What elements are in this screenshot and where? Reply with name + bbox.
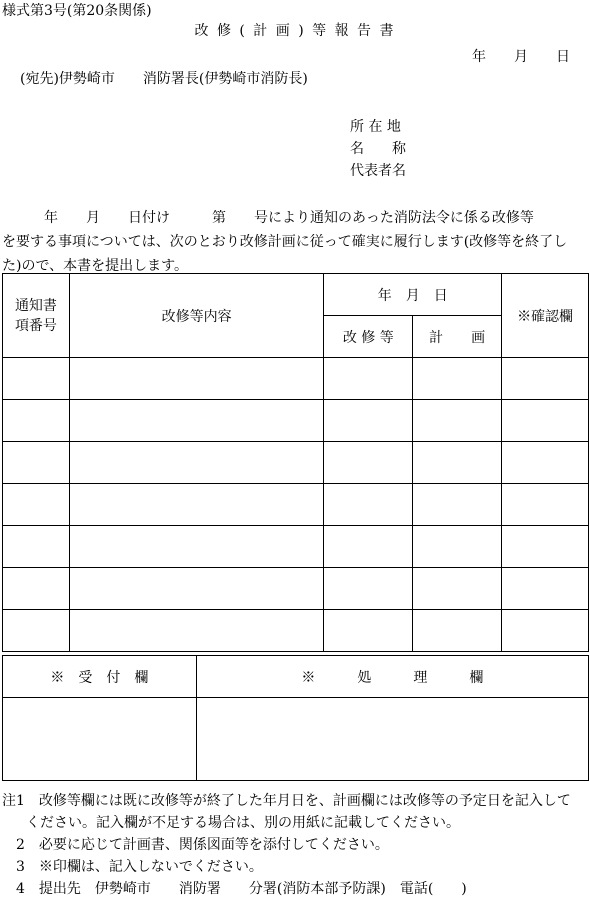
cell-content[interactable]: [69, 484, 324, 526]
header-plan: 計 画: [413, 316, 502, 358]
cell-notice-number[interactable]: [3, 358, 70, 400]
cell-notice-number[interactable]: [3, 442, 70, 484]
cell-content[interactable]: [69, 526, 324, 568]
table-row: [3, 400, 589, 442]
cell-plan-date[interactable]: [413, 400, 502, 442]
processing-header: ※ 処 理 欄: [196, 656, 588, 698]
note-2: 2 必要に応じて計画書、関係図面等を添付してください。: [16, 837, 389, 853]
body-line: た)ので、本書を提出します。: [2, 258, 189, 274]
header-confirm: ※確認欄: [502, 274, 589, 358]
receipt-header: ※ 受 付 欄: [3, 656, 197, 698]
cell-done-date[interactable]: [324, 358, 413, 400]
header-date: 年 月 日: [324, 274, 502, 316]
table-row: [3, 442, 589, 484]
header-content: 改修等内容: [69, 274, 324, 358]
cell-content[interactable]: [69, 442, 324, 484]
cell-plan-date[interactable]: [413, 358, 502, 400]
cell-notice-number[interactable]: [3, 526, 70, 568]
header-done: 改 修 等: [324, 316, 413, 358]
cell-confirm: [502, 442, 589, 484]
addressee: (宛先)伊勢崎市 消防署長(伊勢崎市消防長): [20, 71, 308, 87]
note-3: 3 ※印欄は、記入しないでください。: [16, 859, 263, 875]
cell-done-date[interactable]: [324, 610, 413, 652]
table-row: [3, 568, 589, 610]
page-title: 改 修 ( 計 画 ) 等 報 告 書: [194, 23, 396, 39]
representative-label: 代表者名: [350, 163, 406, 179]
body-line: 年 月 日付け 第 号により通知のあった消防法令に係る改修等: [2, 210, 534, 226]
cell-plan-date[interactable]: [413, 442, 502, 484]
note-1b: ください。記入欄が不足する場合は、別の用紙に記載してください。: [26, 815, 460, 831]
cell-confirm: [502, 358, 589, 400]
receipt-cell: [3, 698, 197, 781]
header-notice-number: [3, 274, 70, 358]
body-paragraph: [2, 206, 588, 278]
cell-done-date[interactable]: [324, 526, 413, 568]
cell-plan-date[interactable]: [413, 568, 502, 610]
cell-content[interactable]: [69, 358, 324, 400]
name-label: 名 称: [350, 141, 406, 157]
cell-confirm: [502, 568, 589, 610]
cell-confirm: [502, 484, 589, 526]
cell-plan-date[interactable]: [413, 484, 502, 526]
table-row: [3, 526, 589, 568]
cell-notice-number[interactable]: [3, 400, 70, 442]
cell-notice-number[interactable]: [3, 484, 70, 526]
cell-content[interactable]: [69, 400, 324, 442]
cell-notice-number[interactable]: [3, 610, 70, 652]
address-label: 所 在 地: [350, 119, 401, 135]
cell-content[interactable]: [69, 610, 324, 652]
cell-confirm: [502, 610, 589, 652]
table-row: [3, 484, 589, 526]
cell-plan-date[interactable]: [413, 526, 502, 568]
header-notice-number-line1: 通知書: [14, 297, 57, 314]
cell-done-date[interactable]: [324, 568, 413, 610]
processing-cell: [196, 698, 588, 781]
repair-table: [2, 273, 589, 652]
date-line: 年 月 日: [472, 49, 570, 65]
cell-confirm: [502, 400, 589, 442]
table-row: [3, 358, 589, 400]
reception-table: [2, 655, 589, 781]
table-row: [3, 610, 589, 652]
body-line: を要する事項については、次のとおり改修計画に従って確実に履行します(改修等を終了し: [2, 234, 568, 250]
form-number: 様式第3号(第20条関係): [2, 3, 152, 19]
note-4: 4 提出先 伊勢崎市 消防署 分署(消防本部予防課) 電話( ): [16, 881, 467, 897]
cell-done-date[interactable]: [324, 484, 413, 526]
notes: [2, 790, 571, 900]
note-1a: 注1 改修等欄には既に改修等が終了した年月日を、計画欄には改修等の予定日を記入して: [2, 793, 571, 809]
cell-plan-date[interactable]: [413, 610, 502, 652]
cell-done-date[interactable]: [324, 400, 413, 442]
cell-done-date[interactable]: [324, 442, 413, 484]
cell-notice-number[interactable]: [3, 568, 70, 610]
cell-confirm: [502, 526, 589, 568]
cell-content[interactable]: [69, 568, 324, 610]
header-notice-number-line2: 項番号: [14, 317, 57, 334]
